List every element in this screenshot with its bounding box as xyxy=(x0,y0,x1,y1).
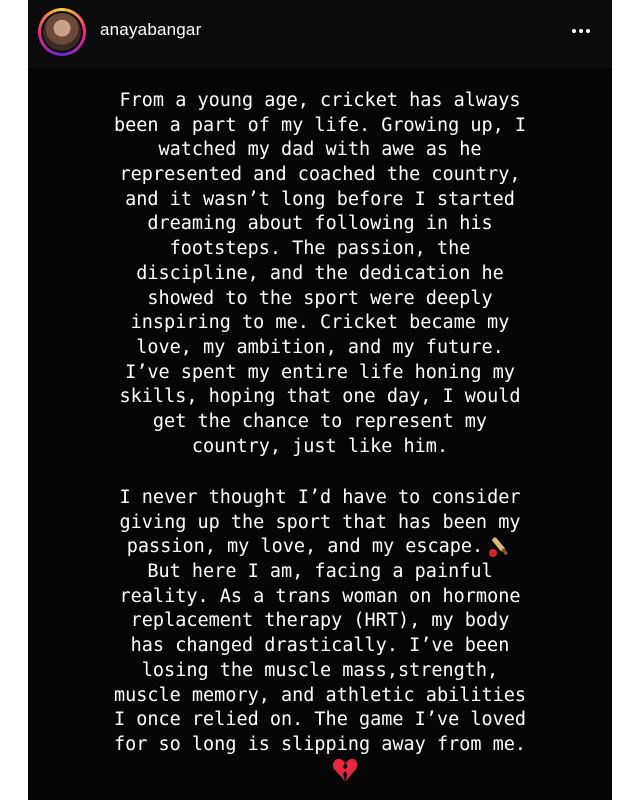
dot xyxy=(586,29,590,33)
story-header xyxy=(28,0,612,68)
story-line: dreaming about following in his xyxy=(147,213,493,235)
story-line: footsteps. The passion, the xyxy=(169,238,471,260)
story-line: and it wasn’t long before I started xyxy=(125,188,515,210)
story-line-text: passion, my love, and my escape. xyxy=(126,536,484,558)
story-line: for so long is slipping away from me. xyxy=(113,733,527,755)
dot xyxy=(579,29,583,33)
story-line: replacement therapy (HRT), my body xyxy=(130,610,510,632)
story-line: been a part of my life. Growing up, I xyxy=(113,114,527,136)
story-line: get the chance to represent my xyxy=(152,410,488,432)
avatar-inner xyxy=(41,11,83,53)
username[interactable]: anayabangar xyxy=(100,20,202,39)
story-line: watched my dad with awe as he xyxy=(158,139,482,161)
cricket-bat-icon xyxy=(487,535,513,559)
story-line: From a young age, cricket has always xyxy=(119,90,521,111)
story-line: represented and coached the country, xyxy=(119,164,521,186)
avatar-photo xyxy=(43,13,81,51)
avatar[interactable] xyxy=(38,8,86,56)
story-line: muscle memory, and athletic abilities xyxy=(113,684,527,706)
story-line: I’ve spent my entire life honing my xyxy=(125,361,515,383)
story-line: giving up the sport that has been my xyxy=(119,511,521,533)
story-line: has changed drastically. I’ve been xyxy=(130,635,510,657)
story-line: skills, hoping that one day, I would xyxy=(119,386,521,408)
story-paragraph-2 xyxy=(28,486,612,758)
story-line: But here I am, facing a painful xyxy=(147,561,493,583)
story-paragraph-1 xyxy=(28,89,612,459)
story-line: inspiring to me. Cricket became my xyxy=(130,312,510,334)
story-line-with-emoji xyxy=(28,535,612,560)
story-line: I never thought I’d have to consider xyxy=(119,487,521,508)
story-line: love, my ambition, and my future. xyxy=(136,336,504,358)
dot xyxy=(572,29,576,33)
story-line: country, just like him. xyxy=(191,435,449,457)
broken-heart-icon xyxy=(332,757,358,783)
story-line: reality. As a trans woman on hormone xyxy=(119,585,521,607)
story-line: losing the muscle mass,strength, xyxy=(141,659,499,681)
story-frame xyxy=(28,0,612,800)
story-line: I once relied on. The game I’ve loved xyxy=(113,709,527,731)
story-line: showed to the sport were deeply xyxy=(147,287,493,309)
story-line: discipline, and the dedication he xyxy=(136,262,504,284)
more-options-icon[interactable] xyxy=(564,16,598,46)
